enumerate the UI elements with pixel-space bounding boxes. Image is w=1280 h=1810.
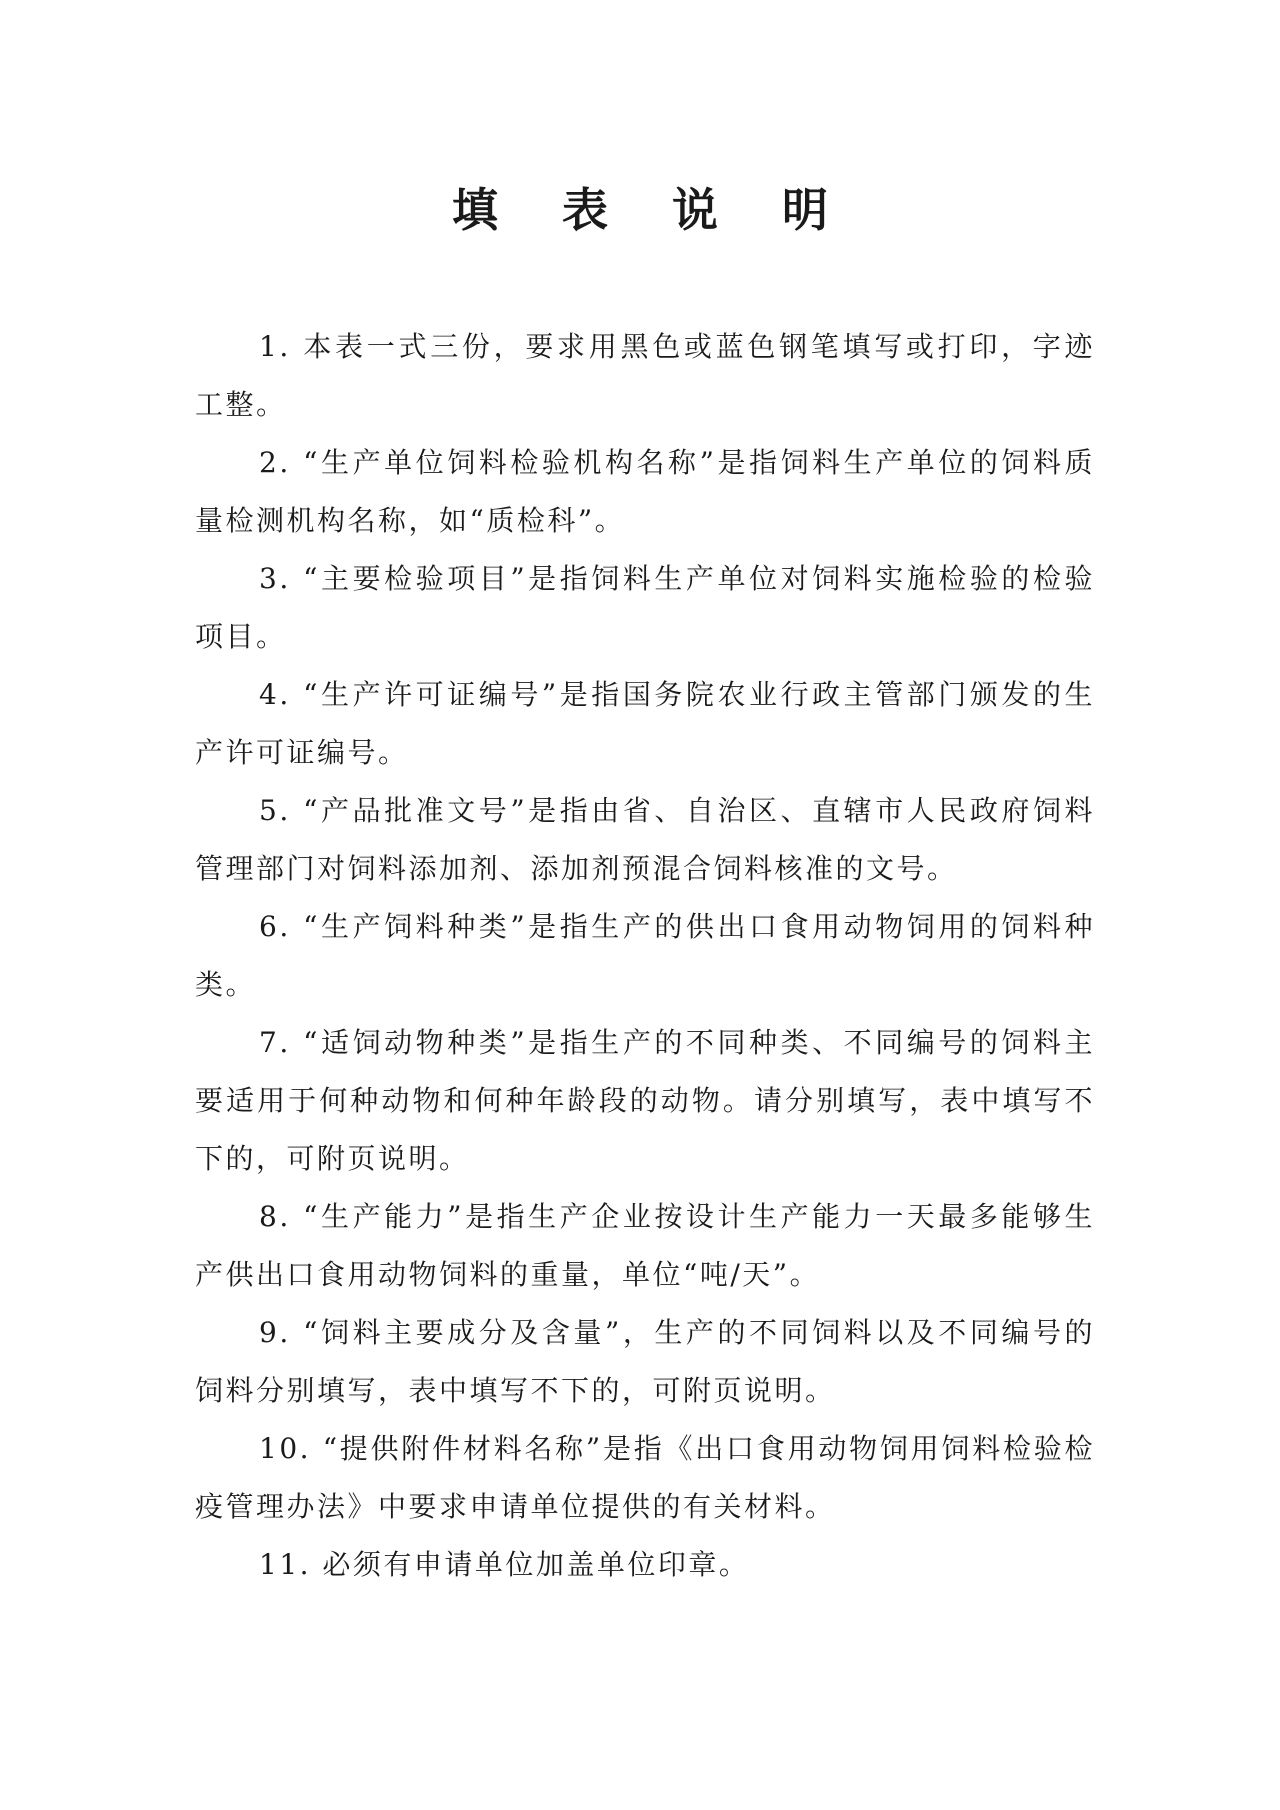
instruction-item-10: 10. “提供附件材料名称”是指《出口食用动物饲用饲料检验检疫管理办法》中要求申请单位提供的有关材料。 bbox=[195, 1432, 1095, 1523]
instruction-item-2: 2. “生产单位饲料检验机构名称”是指饲料生产单位的饲料质量检测机构名称，如“质检科”。 bbox=[195, 446, 1095, 537]
instruction-list bbox=[195, 318, 1095, 1594]
instruction-item-8: 8. “生产能力”是指生产企业按设计生产能力一天最多能够生产供出口食用动物饲料的重量，单位“吨/天”。 bbox=[195, 1200, 1095, 1291]
instruction-item-9: 9. “饲料主要成分及含量”，生产的不同饲料以及不同编号的饲料分别填写，表中填写不下的，可附页说明。 bbox=[195, 1316, 1095, 1407]
instruction-item-4: 4. “生产许可证编号”是指国务院农业行政主管部门颁发的生产许可证编号。 bbox=[195, 678, 1095, 769]
instruction-item-11: 11. 必须有申请单位加盖单位印章。 bbox=[259, 1548, 750, 1581]
instruction-item-7: 7. “适饲动物种类”是指生产的不同种类、不同编号的饲料主要适用于何种动物和何种年龄段的动物。请分别填写，表中填写不下的，可附页说明。 bbox=[195, 1026, 1095, 1175]
instruction-item-6: 6. “生产饲料种类”是指生产的供出口食用动物饲用的饲料种类。 bbox=[195, 910, 1095, 1001]
page-title: 填 表 说 明 bbox=[451, 183, 853, 237]
instruction-item-3: 3. “主要检验项目”是指饲料生产单位对饲料实施检验的检验项目。 bbox=[195, 562, 1095, 653]
instruction-item-5: 5. “产品批准文号”是指由省、自治区、直辖市人民政府饲料管理部门对饲料添加剂、添加剂预混合饲料核准的文号。 bbox=[195, 794, 1095, 885]
instruction-item-1: 1. 本表一式三份，要求用黑色或蓝色钢笔填写或打印，字迹工整。 bbox=[195, 330, 1095, 421]
